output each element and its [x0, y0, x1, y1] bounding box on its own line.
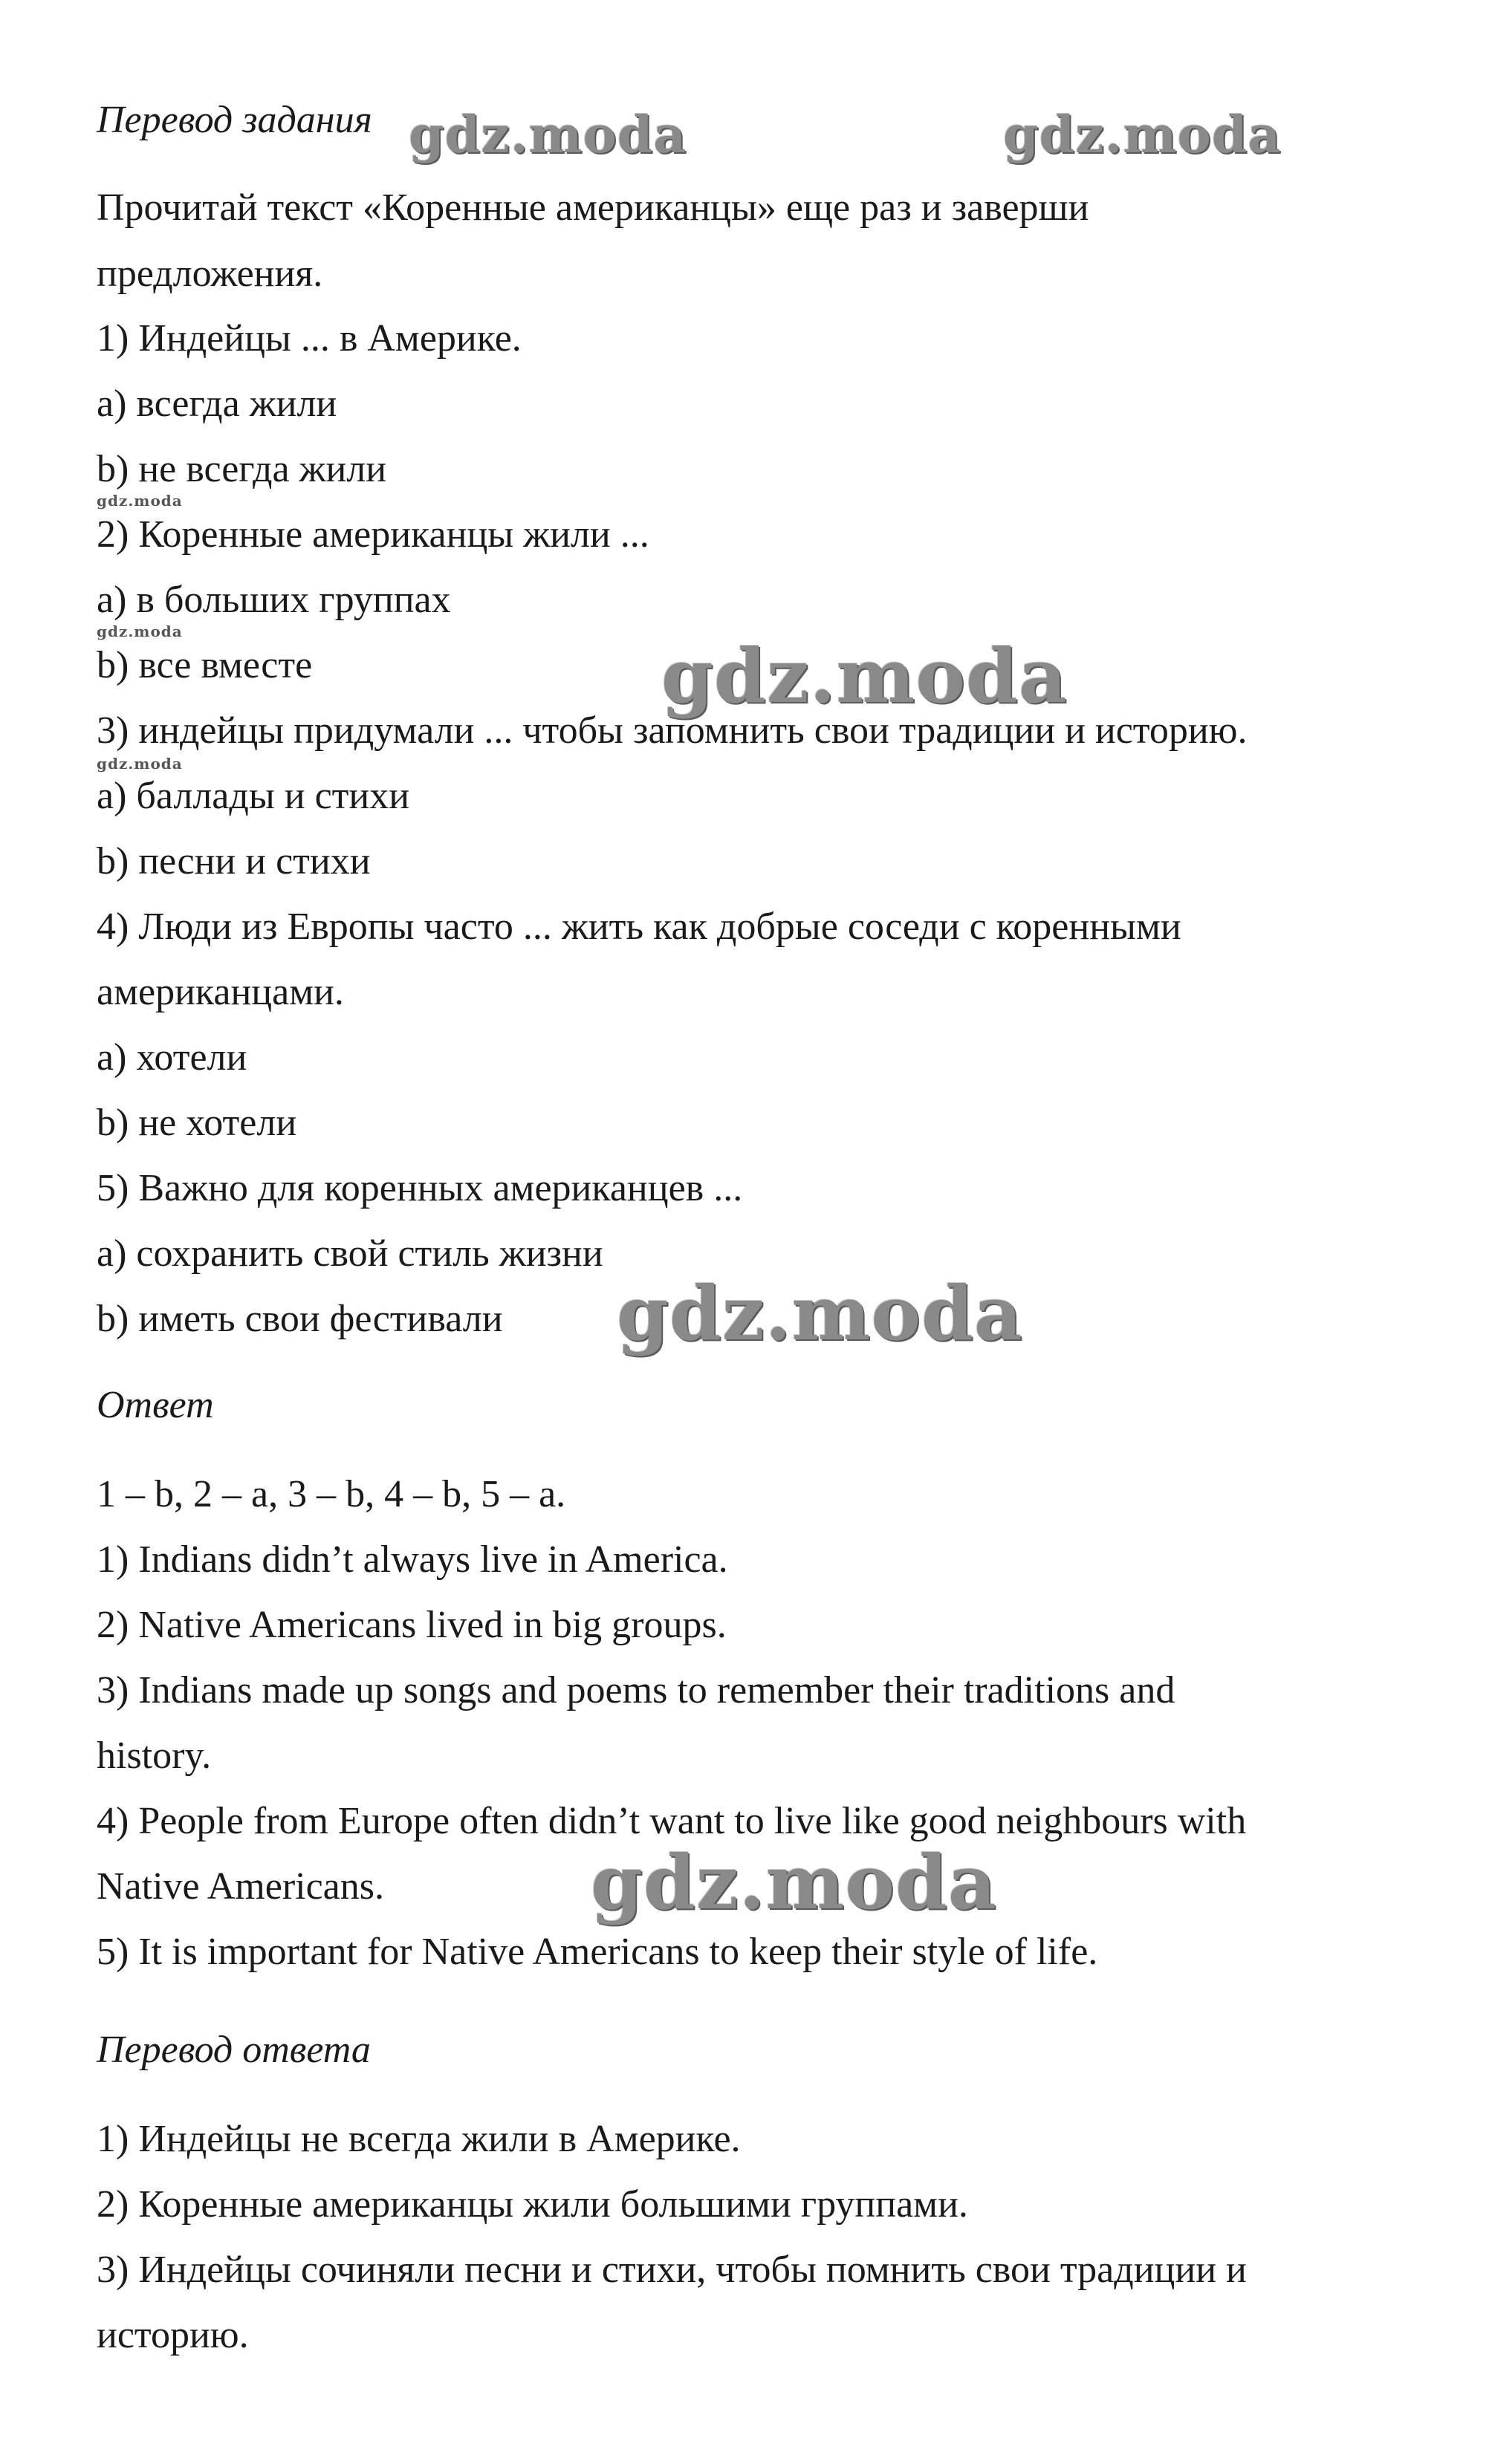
question-1-option-a: a) всегда жили	[97, 383, 337, 425]
question-4-continuation: американцами.	[97, 971, 344, 1013]
answer-key: 1 – b, 2 – a, 3 – b, 4 – b, 5 – a.	[97, 1473, 566, 1515]
answer-translation-heading: Перевод ответа	[97, 2029, 371, 2071]
question-2-option-b: b) все вместе	[97, 644, 313, 686]
task-translation-heading: Перевод задания	[97, 99, 372, 141]
watermark: gdz.moda	[1003, 105, 1282, 165]
question-5-option-b: b) иметь свои фестивали	[97, 1298, 503, 1340]
answer-translation-3-continuation: историю.	[97, 2314, 249, 2356]
answer-sentence-5: 5) It is important for Native Americans to keep their style of life.	[97, 1931, 1098, 1973]
question-3: 3) индейцы придумали ... чтобы запомнить свои традиции и историю.	[97, 709, 1248, 752]
answer-translation-1: 1) Индейцы не всегда жили в Америке.	[97, 2118, 741, 2160]
question-4-option-b: b) не хотели	[97, 1102, 297, 1144]
answer-sentence-3: 3) Indians made up songs and poems to remember their traditions and	[97, 1669, 1175, 1712]
question-2: 2) Коренные американцы жили ...	[97, 513, 649, 556]
question-4-option-a: a) хотели	[97, 1036, 247, 1079]
answer-heading: Ответ	[97, 1384, 214, 1426]
question-4: 4) Люди из Европы часто ... жить как добрые соседи с коренными	[97, 906, 1181, 948]
question-5: 5) Важно для коренных американцев ...	[97, 1167, 743, 1209]
watermark: gdz.moda	[97, 755, 183, 773]
watermark: gdz.moda	[97, 622, 183, 640]
watermark: gdz.moda	[591, 1839, 997, 1926]
task-instruction-line-1: Прочитай текст «Коренные американцы» еще раз и заверши	[97, 186, 1089, 229]
question-3-option-b: b) песни и стихи	[97, 840, 371, 882]
answer-sentence-1: 1) Indians didn’t always live in America.	[97, 1538, 728, 1581]
watermark: gdz.moda	[97, 492, 183, 510]
question-5-option-a: a) сохранить свой стиль жизни	[97, 1232, 603, 1275]
question-1-option-b: b) не всегда жили	[97, 448, 387, 490]
answer-sentence-2: 2) Native Americans lived in big groups.	[97, 1604, 727, 1646]
watermark: gdz.moda	[409, 105, 687, 165]
answer-sentence-4-continuation: Native Americans.	[97, 1865, 384, 1908]
watermark: gdz.moda	[661, 632, 1068, 720]
task-instruction-line-2: предложения.	[97, 253, 323, 295]
question-1: 1) Индейцы ... в Америке.	[97, 317, 522, 360]
answer-translation-3: 3) Индейцы сочиняли песни и стихи, чтобы помнить свои традиции и	[97, 2249, 1247, 2291]
answer-sentence-4: 4) People from Europe often didn’t want to live like good neighbours with	[97, 1800, 1247, 1842]
watermark: gdz.moda	[617, 1270, 1023, 1357]
answer-translation-2: 2) Коренные американцы жили большими группами.	[97, 2183, 968, 2226]
question-3-option-a: a) баллады и стихи	[97, 775, 410, 817]
question-2-option-a: a) в больших группах	[97, 579, 451, 621]
answer-sentence-3-continuation: history.	[97, 1735, 212, 1777]
